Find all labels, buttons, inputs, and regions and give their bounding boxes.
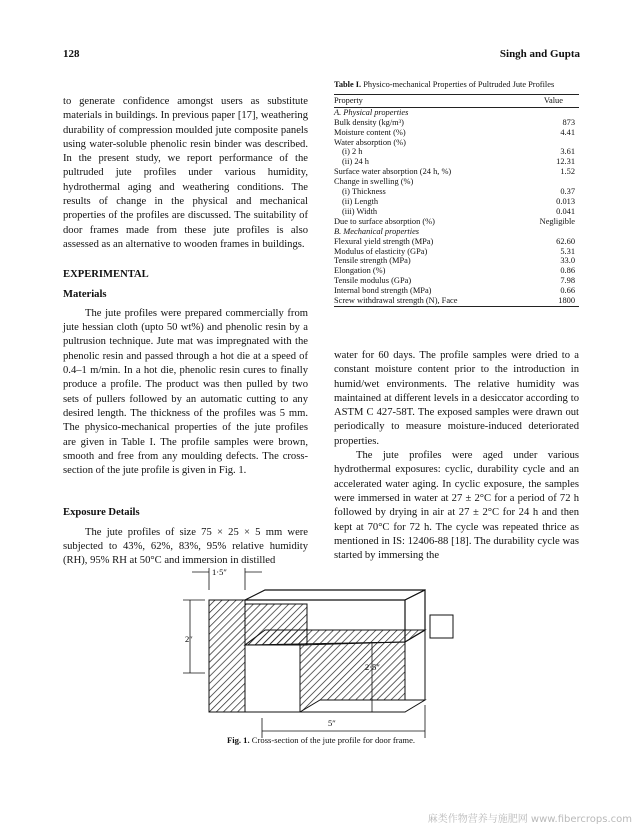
table-row xyxy=(334,286,579,296)
intro-paragraph: to generate confidence amongst users as substitute materials in buildings. In previous paper [17], weathering durability of compression moulded jute composite panels using water-soluble phenolic resin binder was described. In the present study, we report performance of the pultruded jute profiles under various humidity, hydrothermal aging and weathering conditions. The results of change in the physical and mechanical properties of the profiles are discussed. The suitability of door frames made from these jute profiles is also assessed as an alternative to wooden frames in buildings. xyxy=(63,96,308,250)
table-cell-value: 0.86 xyxy=(560,266,575,276)
table-cell-value: 3.61 xyxy=(560,147,575,157)
table-cell-property: Bulk density (kg/m³) xyxy=(334,117,404,127)
table-cell-property: Modulus of elasticity (GPa) xyxy=(334,246,428,256)
table-row xyxy=(334,187,579,197)
table-label: Table I. xyxy=(334,80,362,89)
table-cell-value: 33.0 xyxy=(560,256,575,266)
table-row xyxy=(334,227,579,237)
table-header-value: Value xyxy=(543,95,563,105)
table-row xyxy=(334,118,579,128)
table-cell-property: Internal bond strength (MPa) xyxy=(334,286,432,296)
table-row xyxy=(334,247,579,257)
table-row xyxy=(334,276,579,286)
figure-caption xyxy=(0,735,642,745)
table-row xyxy=(334,256,579,266)
table-cell-value: 1800 xyxy=(482,296,579,306)
table-body xyxy=(334,107,579,306)
table-row xyxy=(334,147,579,157)
table-cell-value xyxy=(482,177,579,187)
table-cell-value: 5.31 xyxy=(560,246,575,256)
table-row xyxy=(334,237,579,247)
table-cell-value: 7.98 xyxy=(560,276,575,286)
figure-caption-text: Cross-section of the jute profile for door frame. xyxy=(251,735,416,745)
table-cell-value: 0.013 xyxy=(556,196,575,206)
table-caption xyxy=(334,80,579,90)
table-cell-property: A. Physical properties xyxy=(334,107,409,117)
table-cell-value: 1.52 xyxy=(560,167,575,177)
table-row xyxy=(334,138,579,148)
section-title: EXPERIMENTAL xyxy=(63,269,149,281)
table-cell-property: Surface water absorption (24 h, %) xyxy=(334,167,452,177)
table-caption-text: Physico-mechanical Properties of Pultruded Jute Profiles xyxy=(363,80,555,89)
properties-table xyxy=(334,80,579,307)
table-row xyxy=(334,217,579,227)
table-cell-property: Due to surface absorption (%) xyxy=(334,216,435,226)
table-cell-value: 0.041 xyxy=(556,206,575,216)
running-head: Singh and Gupta xyxy=(499,48,580,60)
table-row xyxy=(334,128,579,138)
table-cell-value: 0.66 xyxy=(560,286,575,296)
table-cell-property: (iii) Width xyxy=(342,206,378,216)
exposure-title: Exposure Details xyxy=(63,507,140,519)
table-row xyxy=(334,177,579,187)
table-cell-property: Tensile strength (MPa) xyxy=(334,256,411,266)
table-cell-property: Flexural yield strength (MPa) xyxy=(334,236,434,246)
dim-left-label: 2″ xyxy=(185,634,193,644)
table-cell-property: (ii) Length xyxy=(342,196,379,206)
table-cell-property: (ii) 24 h xyxy=(342,157,369,167)
table-cell-value: 12.31 xyxy=(556,157,575,167)
materials-paragraph: The jute profiles were prepared commercially from jute hessian cloth (upto 50 wt%) and phenolic resin by a pultrusion technique. Jute mat was impregnated with the phenolic resin and passed through a hot die at a speed of 0.4–1 m/min. In a hot die, phenolic resin cures to finally produce a profile. The product was then pulled by two sets of pullers followed by an automatic cutting to any desired length. The thickness of the profiles was 5 mm. The physico-mechanical properties of the jute profiles are given in Table I. The profile samples were brown, smooth and free from any moulding defects. The cross-section of the jute profile is given in Fig. 1. xyxy=(63,307,308,477)
table-cell-property: B. Mechanical properties xyxy=(334,226,420,236)
table-cell-value: 873 xyxy=(562,117,575,127)
right-column xyxy=(334,349,579,563)
table-cell-property: Elongation (%) xyxy=(334,266,386,276)
table-cell-value: 0.37 xyxy=(560,187,575,197)
table-cell-property: Change in swelling (%) xyxy=(334,177,414,187)
table-row xyxy=(334,197,579,207)
dim-top-label: 1·5″ xyxy=(212,567,227,577)
table-row xyxy=(334,167,579,177)
table-cell-property: (i) Thickness xyxy=(342,187,386,197)
left-column xyxy=(63,95,308,569)
profile-shape xyxy=(209,590,425,712)
right-paragraph-1: water for 60 days. The profile samples were dried to a constant moisture content prior to the introduction in humid/wet environments. The relative humidity was maintained at different levels in a desiccator according to ASTM C 427-58T. The exposed samples were drawn out periodically to measure moisture-induced deteriorated properties. xyxy=(334,350,579,447)
table-row xyxy=(334,207,579,217)
dim-right-label: 2·5″ xyxy=(365,662,380,672)
dim-bottom-label: 5″ xyxy=(328,718,336,728)
figure-label-box xyxy=(430,615,453,638)
table-row xyxy=(334,157,579,167)
profile-cross-section-drawing xyxy=(0,560,642,750)
table-cell-value: 62.60 xyxy=(556,236,575,246)
table-cell-property: Moisture content (%) xyxy=(334,127,406,137)
table-cell-property: (i) 2 h xyxy=(342,147,363,157)
right-paragraph-2: The jute profiles were aged under various hydrothermal exposures: cyclic, durability cycle and an accelerated water aging. In cyclic exposure, the samples were immersed in water at 27 ± 2°C for a period of 72 h followed by drying in air at 27 ± 2°C for 24 h and then kept at 70°C for 72 h. The cycle was repeated thrice as mentioned in IS: 12406-88 [18]. The durability cycle was started by immersing the xyxy=(334,450,579,562)
materials-title: Materials xyxy=(63,288,107,300)
figure-1 xyxy=(0,560,642,750)
table-header-property: Property xyxy=(334,95,363,105)
table-cell-value: 4.41 xyxy=(560,127,575,137)
figure-caption-label: Fig. 1. xyxy=(226,735,250,745)
table-cell-value xyxy=(482,138,579,148)
page-number: 128 xyxy=(63,48,80,60)
table-row xyxy=(334,107,579,117)
table-row xyxy=(334,296,579,306)
watermark: 麻类作物营养与施肥网 www.fibercrops.com xyxy=(427,814,632,825)
table-row xyxy=(334,266,579,276)
table-cell-value: Negligible xyxy=(539,216,575,226)
table-cell-property: Water absorption (%) xyxy=(334,137,406,147)
table-cell-value xyxy=(482,107,579,117)
table-cell-value xyxy=(482,227,579,237)
table-cell-property: Screw withdrawal strength (N), Face xyxy=(334,296,482,306)
exposure-paragraph: The jute profiles of size 75 × 25 × 5 mm were subjected to 43%, 62%, 83%, 95% relative humidity (RH), 95% RH at 50°C and immersion in distilled xyxy=(63,526,308,567)
table-cell-property: Tensile modulus (GPa) xyxy=(334,276,412,286)
